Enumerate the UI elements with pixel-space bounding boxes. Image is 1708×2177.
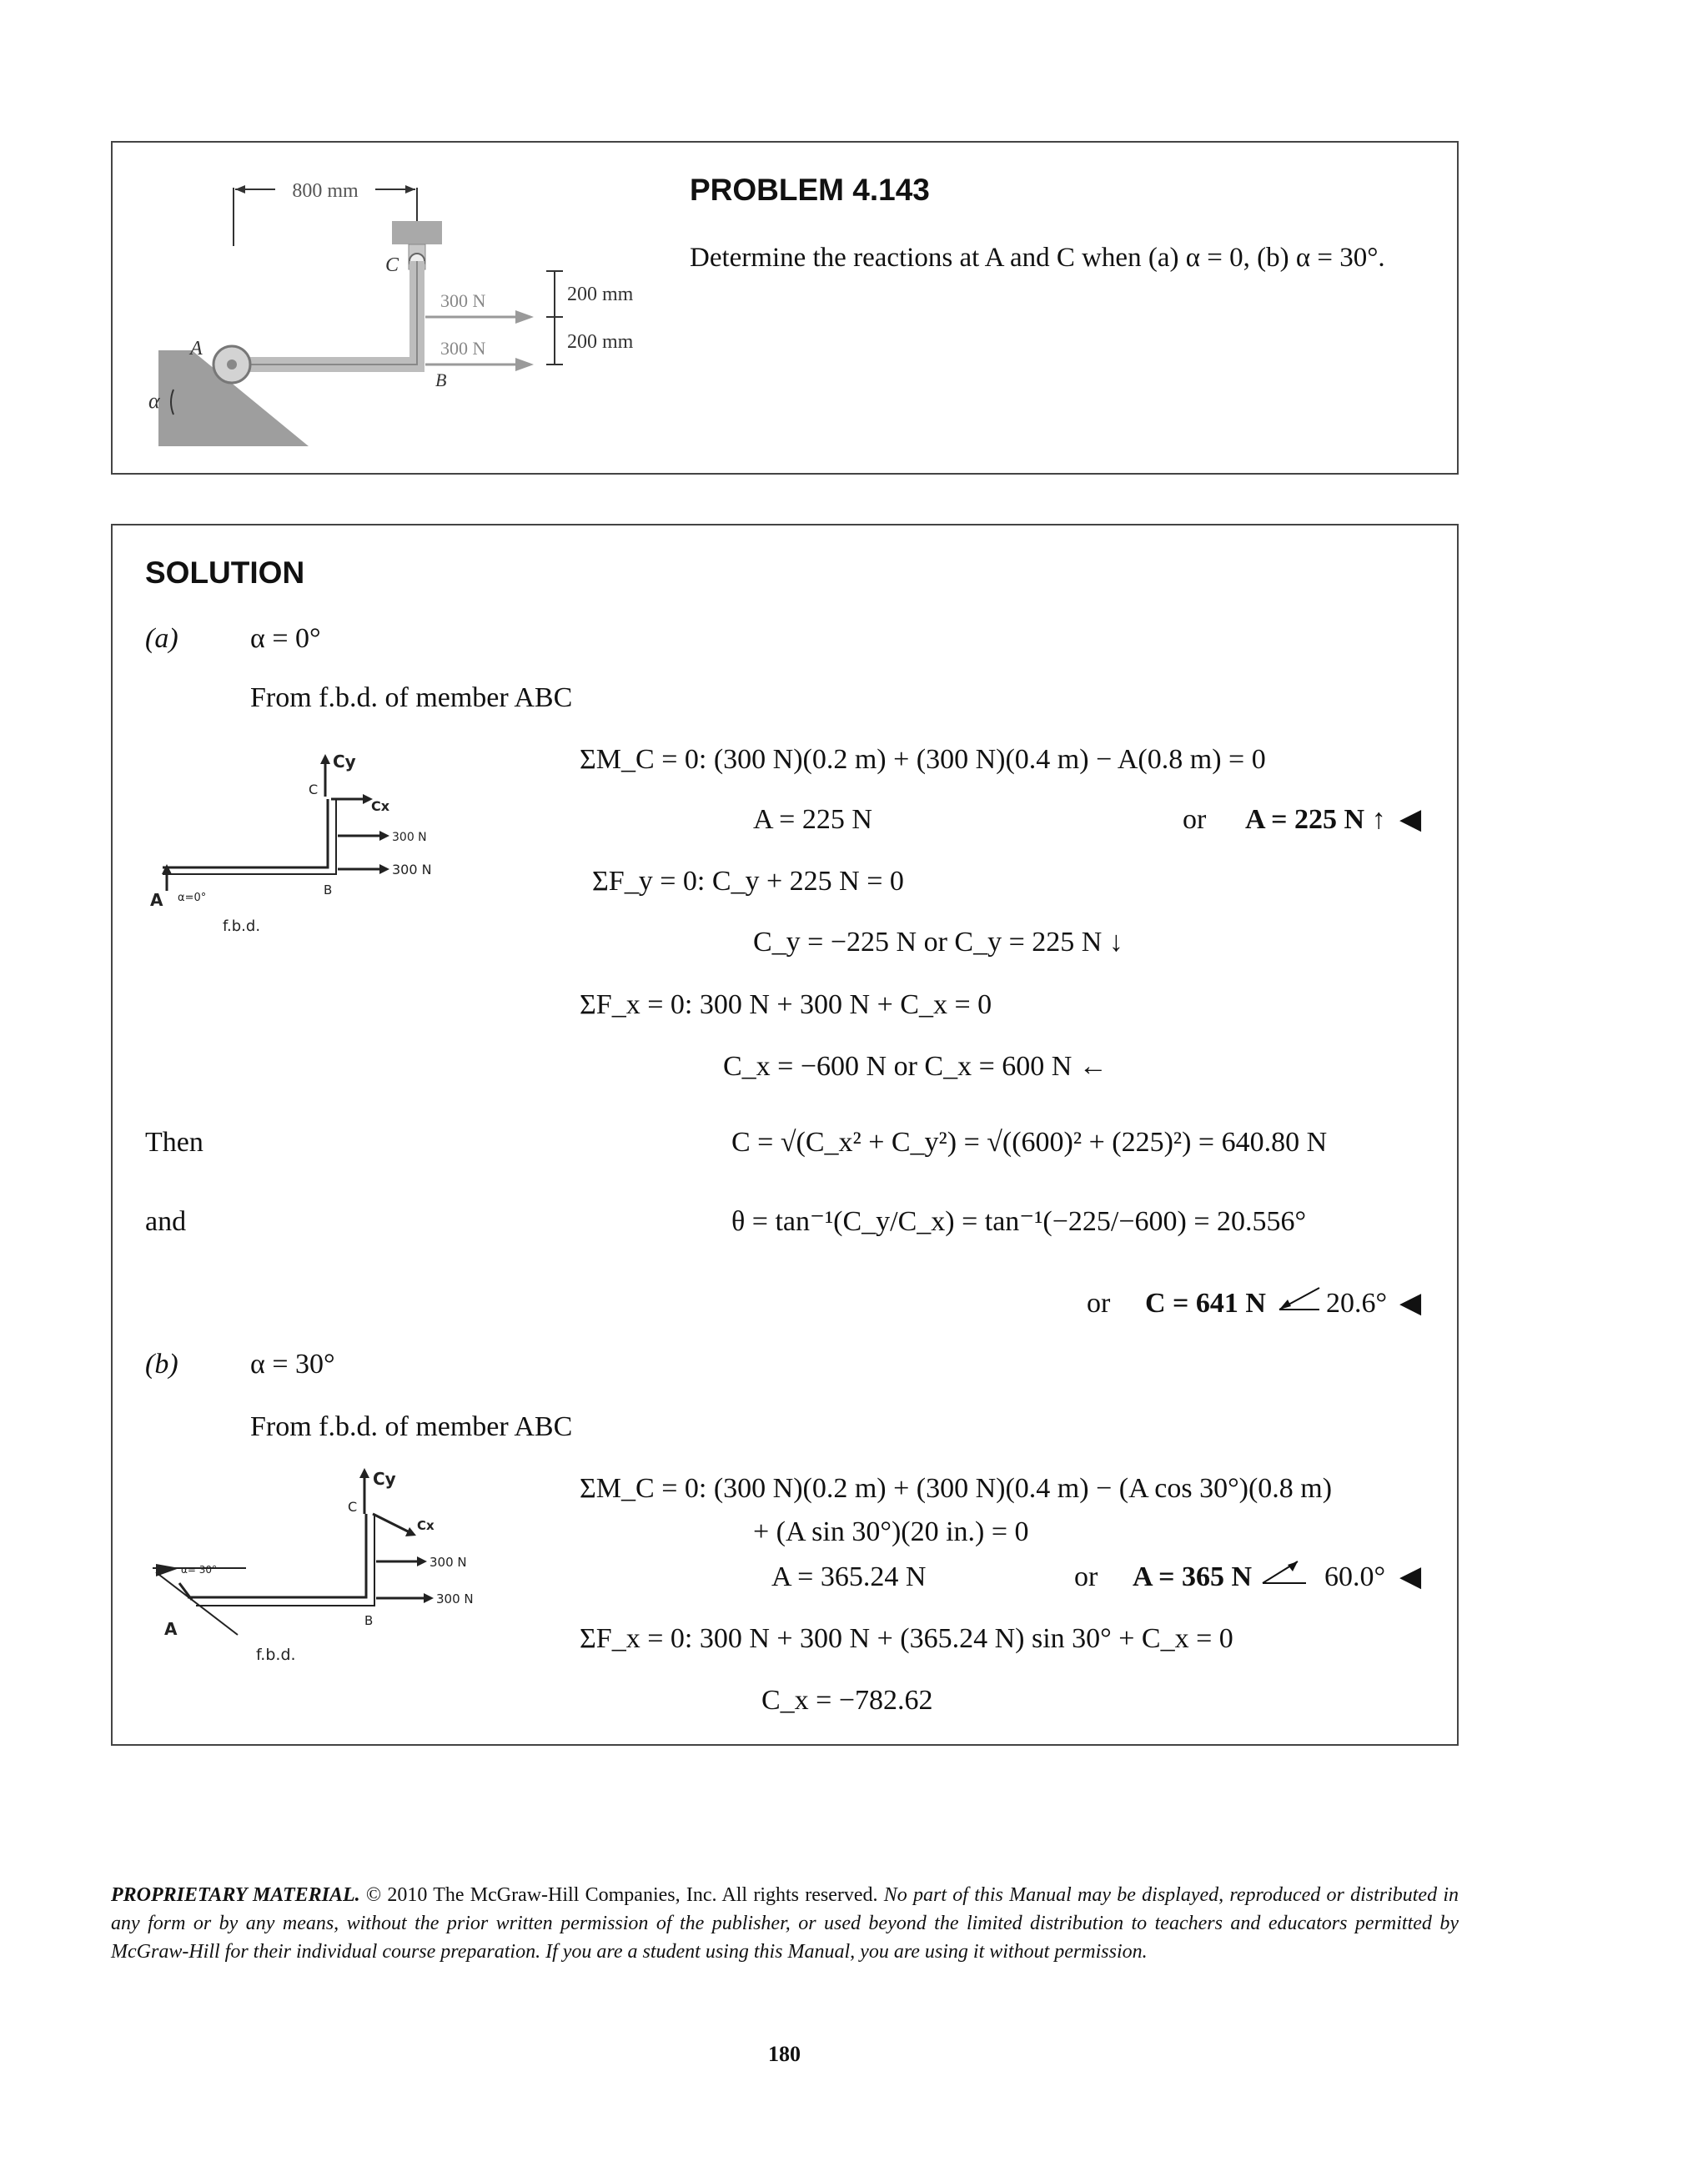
- sketch-a-f1: 300 N: [392, 831, 427, 844]
- eq-b-Cx: C_x = −782.62: [761, 1685, 933, 1716]
- answer-a-C: C = 641 N: [1145, 1288, 1266, 1319]
- sketch-a-A: A: [150, 890, 163, 910]
- answer-a-A: A = 225 N ↑: [1245, 804, 1386, 835]
- sketch-a-alpha: α=0°: [178, 892, 207, 904]
- eq-a-fx: ΣF_x = 0: 300 N + 300 N + C_x = 0: [580, 989, 992, 1020]
- dim-200b: 200 mm: [567, 331, 634, 353]
- sketch-b-fbd: f.b.d.: [256, 1646, 296, 1664]
- sketch-b-f2: 300 N: [436, 1591, 474, 1606]
- and-label: and: [145, 1206, 187, 1237]
- fbd-sketch-b: [146, 1460, 513, 1677]
- problem-title: PROBLEM 4.143: [690, 173, 930, 207]
- sketch-a-C: C: [309, 782, 319, 797]
- eq-a-A-value: A = 225 N: [753, 804, 872, 835]
- part-a-label: (a): [145, 623, 178, 654]
- answer-a-C-angle: 20.6°: [1326, 1288, 1388, 1319]
- eq-b-fx: ΣF_x = 0: 300 N + 300 N + (365.24 N) sin 30° + C_x = 0: [580, 1623, 1233, 1654]
- answer-marker-a-C: ◀: [1399, 1288, 1422, 1319]
- answer-marker-a-A: ◀: [1399, 804, 1422, 835]
- ans-a-C-or: or: [1087, 1288, 1111, 1319]
- part-b-intro: From f.b.d. of member ABC: [250, 1411, 573, 1442]
- sketch-a-Cy: Cy: [333, 752, 356, 772]
- sketch-b-A: A: [164, 1619, 178, 1639]
- sketch-b-B: B: [364, 1613, 374, 1628]
- eq-a-fy: ΣF_y = 0: C_y + 225 N = 0: [592, 866, 904, 897]
- eq-a-moment: ΣM_C = 0: (300 N)(0.2 m) + (300 N)(0.4 m) − A(0.8 m) = 0: [580, 744, 1266, 775]
- fbd-sketch-a: [146, 751, 480, 943]
- dim-800: 800 mm: [292, 180, 359, 202]
- force-1: 300 N: [440, 290, 486, 311]
- angle-icon-b: [1259, 1558, 1309, 1588]
- eq-b-moment-cont: + (A sin 30°)(20 in.) = 0: [753, 1516, 1029, 1547]
- part-a-intro: From f.b.d. of member ABC: [250, 682, 573, 713]
- part-a-condition: α = 0°: [250, 623, 321, 654]
- footer-copyright: © 2010 The McGraw-Hill Companies, Inc. All rights reserved.: [365, 1884, 878, 1906]
- part-b-condition: α = 30°: [250, 1349, 335, 1380]
- problem-figure: [142, 171, 659, 446]
- force-2: 300 N: [440, 338, 486, 359]
- answer-b-A-angle: 60.0°: [1324, 1561, 1386, 1592]
- eq-b-A-value: A = 365.24 N: [771, 1561, 927, 1592]
- eq-a-theta: θ = tan⁻¹(C_y/C_x) = tan⁻¹(−225/−600) = 20.556°: [731, 1206, 1307, 1237]
- eq-a-Cy: C_y = −225 N or C_y = 225 N ↓: [753, 927, 1123, 958]
- footer-notice: [111, 1881, 1459, 1966]
- solution-heading: SOLUTION: [145, 556, 305, 590]
- label-C: C: [385, 254, 399, 276]
- page-number: 180: [768, 2042, 801, 2066]
- answer-b-A: A = 365 N: [1133, 1561, 1253, 1592]
- footer-text: No part of this Manual may be displayed, reproduced or distributed in any form or by any means, without the prior written permission of the publisher, or used beyond the limited distribution to teachers and educators permitted by McGraw-Hill for their individual course preparation. If you are a student using this Manual, you are using it without permission.: [111, 1884, 1459, 1963]
- eq-a-C-magnitude: C = √(C_x² + C_y²) = √((600)² + (225)²) = 640.80 N: [731, 1127, 1328, 1158]
- sketch-a-f2: 300 N: [392, 862, 432, 877]
- then-label: Then: [145, 1127, 203, 1158]
- part-b-label: (b): [145, 1349, 178, 1380]
- sketch-b-alpha: α= 30°: [181, 1564, 218, 1576]
- answer-marker-b-A: ◀: [1399, 1561, 1422, 1592]
- dim-200a: 200 mm: [567, 284, 634, 305]
- label-A: A: [190, 338, 203, 359]
- sketch-b-f1: 300 N: [430, 1555, 467, 1570]
- sketch-a-B: B: [324, 882, 333, 897]
- sketch-b-C: C: [348, 1499, 358, 1515]
- eq-b-moment: ΣM_C = 0: (300 N)(0.2 m) + (300 N)(0.4 m) − (A cos 30°)(0.8 m): [580, 1473, 1333, 1504]
- eq-a-A-or: or: [1183, 804, 1207, 835]
- label-alpha: α: [148, 389, 160, 413]
- sketch-b-Cx: Cx: [417, 1518, 435, 1533]
- label-B: B: [435, 370, 447, 390]
- angle-icon-a: [1276, 1285, 1323, 1315]
- sketch-a-Cx: Cx: [371, 798, 390, 814]
- eq-a-Cx: C_x = −600 N or C_x = 600 N ←: [723, 1051, 1108, 1082]
- footer-lead: PROPRIETARY MATERIAL.: [111, 1884, 360, 1906]
- problem-statement: Determine the reactions at A and C when (a) α = 0, (b) α = 30°.: [690, 243, 1385, 273]
- eq-b-A-or: or: [1074, 1561, 1098, 1592]
- sketch-a-fbd: f.b.d.: [223, 918, 261, 935]
- sketch-b-Cy: Cy: [373, 1469, 396, 1489]
